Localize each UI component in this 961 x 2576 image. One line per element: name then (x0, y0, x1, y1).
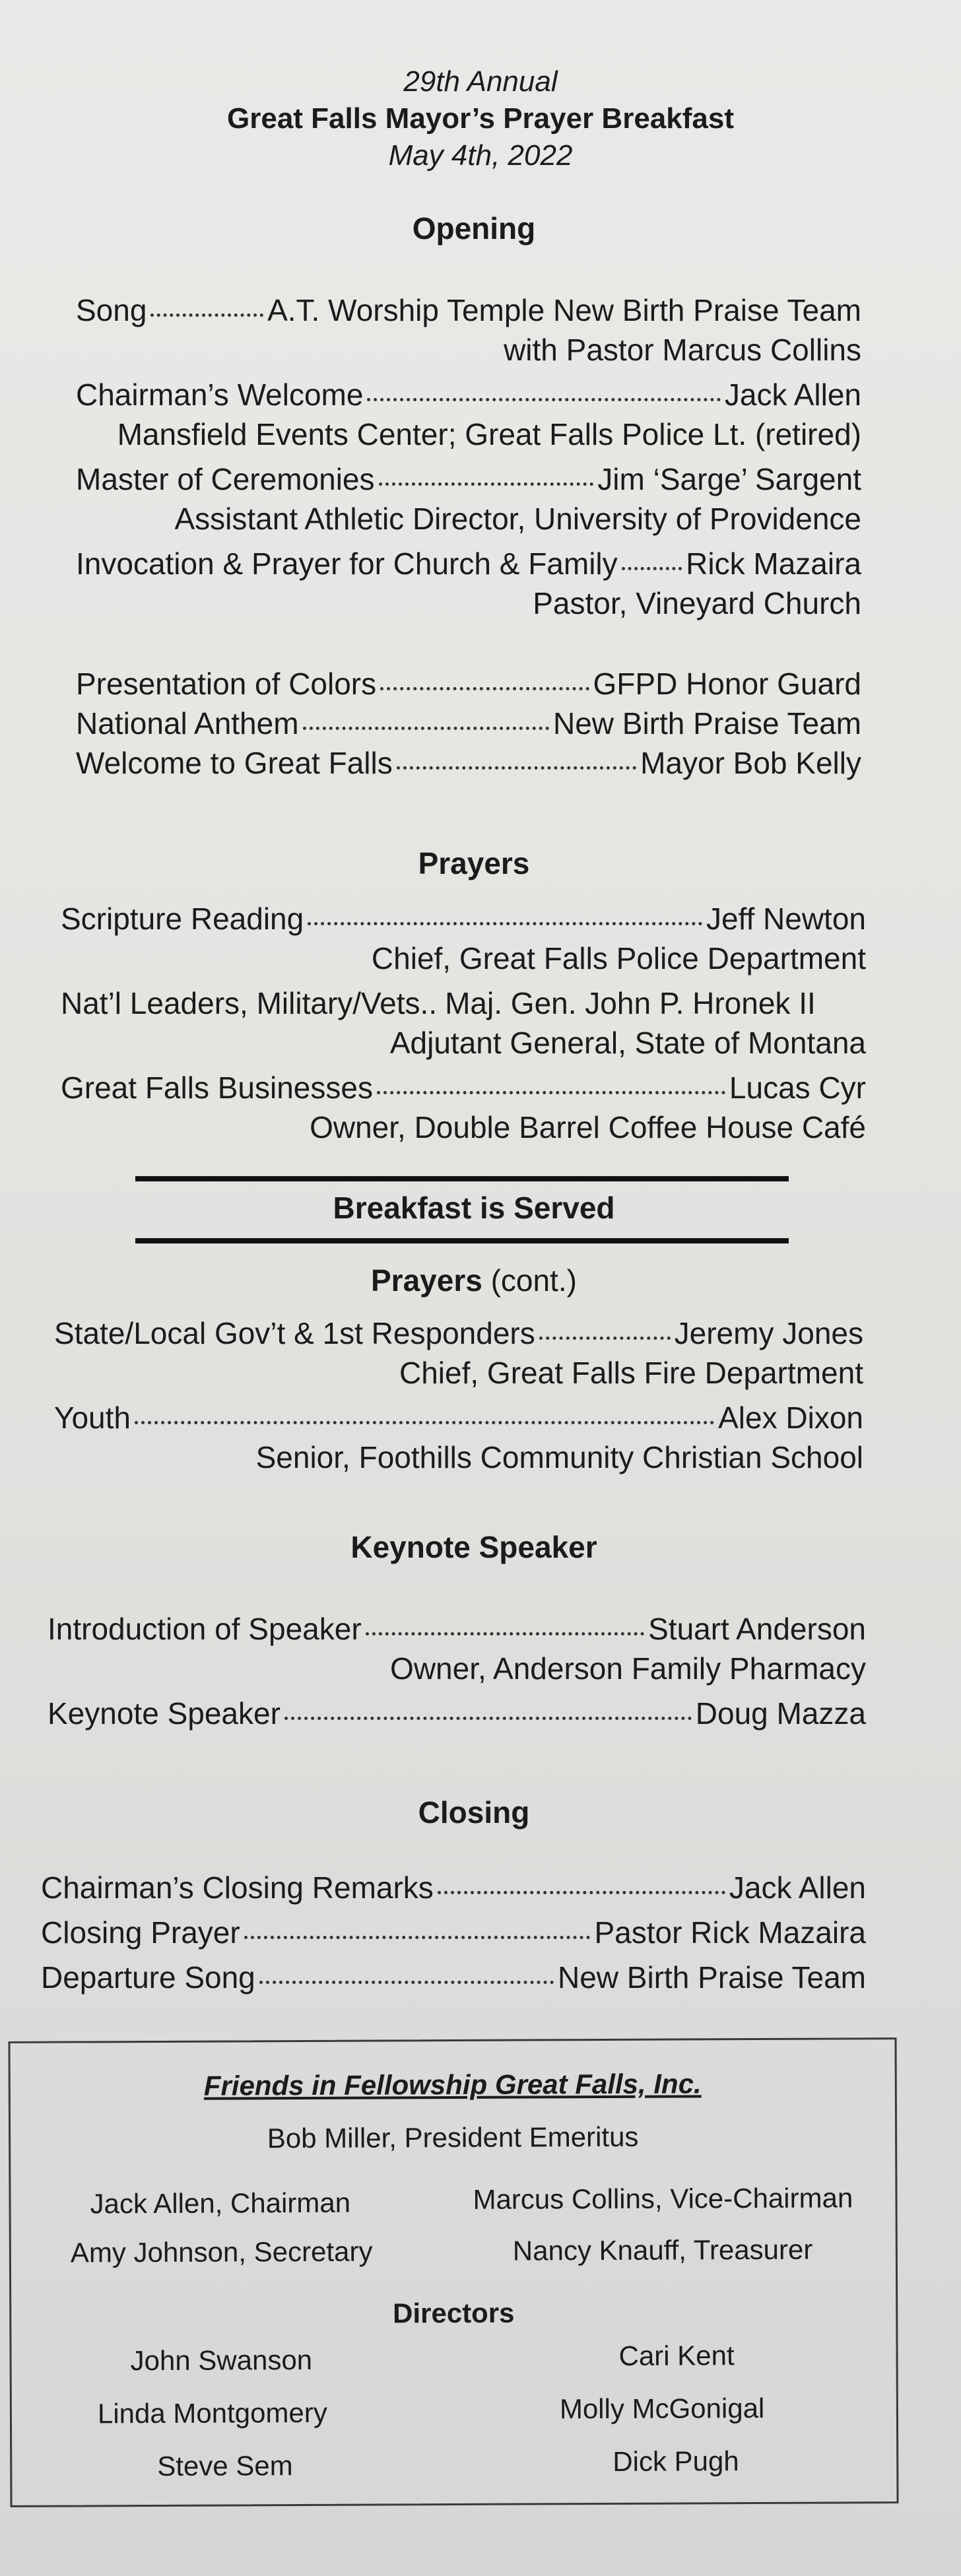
item-label: Youth (54, 1401, 131, 1435)
item-subtitle: Senior, Foothills Community Christian School (255, 1440, 863, 1474)
item-subtitle: Chief, Great Falls Police Department (371, 941, 866, 975)
item-value: New Birth Praise Team (558, 1960, 866, 1995)
section-title-keynote: Keynote Speaker (350, 1530, 597, 1564)
dot-leader (303, 727, 549, 730)
friends-title: Friends in Fellowship Great Falls, Inc. (203, 2068, 702, 2101)
item-label: State/Local Gov’t & 1st Responders (54, 1316, 535, 1350)
prayers-cont-section (54, 1313, 863, 1477)
item-label: Master of Ceremonies (76, 462, 375, 496)
dot-leader (150, 314, 263, 317)
section-title-text: Prayers (371, 1263, 482, 1298)
item-label: Closing Prayer (41, 1915, 240, 1950)
item-value: A.T. Worship Temple New Birth Praise Team (267, 293, 861, 327)
item-value: Maj. Gen. John P. Hronek II (445, 986, 816, 1020)
dot-leader (379, 482, 594, 486)
dot-leader (308, 922, 702, 925)
program-item-introduction (48, 1609, 866, 1649)
secretary: Amy Johnson, Secretary (70, 2235, 373, 2268)
item-label: Chairman’s Closing Remarks (41, 1870, 434, 1905)
friends-box (8, 2037, 898, 2507)
section-title-opening: Opening (412, 211, 536, 246)
vice-chairman: Marcus Collins, Vice-Chairman (473, 2182, 853, 2215)
treasurer: Nancy Knauff, Treasurer (512, 2233, 813, 2266)
program-item-invocation (76, 544, 861, 583)
director-name: Cari Kent (618, 2340, 735, 2371)
item-label: Nat’l Leaders, Military/Vets.. (61, 986, 438, 1020)
dot-leader (135, 1421, 714, 1424)
dot-leader (244, 1936, 591, 1939)
chairman: Jack Allen, Chairman (90, 2187, 351, 2220)
president-emeritus: Bob Miller, President Emeritus (267, 2121, 639, 2154)
program-item-chairman-welcome (76, 375, 861, 414)
dot-leader (377, 1091, 725, 1094)
item-value: Alex Dixon (718, 1401, 863, 1435)
item-subtitle: Owner, Anderson Family Pharmacy (390, 1651, 866, 1686)
item-label: Scripture Reading (61, 902, 304, 936)
section-title-prayers: Prayers (418, 846, 530, 880)
program-header (0, 63, 961, 174)
item-value: Mayor Bob Kelly (640, 746, 861, 780)
program-item-master-of-ceremonies (76, 459, 861, 499)
dot-leader (539, 1337, 671, 1340)
director-name: Linda Montgomery (97, 2396, 327, 2429)
program-item-youth (54, 1398, 863, 1437)
program-item-businesses (61, 1068, 866, 1107)
item-label: Welcome to Great Falls (76, 746, 393, 780)
director-name: Dick Pugh (613, 2445, 739, 2477)
item-label: Keynote Speaker (48, 1696, 281, 1731)
item-value: Doug Mazza (695, 1696, 866, 1731)
program-item-closing-prayer (41, 1913, 866, 1952)
program-item-colors (76, 664, 861, 704)
event-date: May 4th, 2022 (388, 139, 573, 172)
prayers-section (61, 899, 866, 1147)
program-item-welcome (76, 743, 861, 783)
directors-title: Directors (392, 2297, 515, 2329)
divider-top (135, 1176, 789, 1181)
item-label: Song (76, 293, 147, 327)
item-subtitle: Owner, Double Barrel Coffee House Café (310, 1110, 866, 1144)
item-label: Invocation & Prayer for Church & Family (76, 546, 618, 581)
item-label: Presentation of Colors (76, 667, 377, 701)
dot-leader (397, 766, 636, 770)
item-value: Stuart Anderson (648, 1612, 866, 1646)
program-item-government (54, 1313, 863, 1353)
section-title-closing: Closing (418, 1795, 530, 1830)
program-item-closing-remarks (41, 1868, 866, 1907)
item-value: Jack Allen (729, 1870, 866, 1905)
item-value: Lucas Cyr (729, 1071, 866, 1105)
item-label: Great Falls Businesses (61, 1071, 373, 1105)
item-value: Pastor Rick Mazaira (594, 1915, 866, 1950)
item-label: Chairman’s Welcome (76, 378, 364, 412)
program-item-song (76, 290, 861, 330)
item-value: New Birth Praise Team (553, 706, 861, 741)
keynote-section (48, 1609, 866, 1733)
item-label: National Anthem (76, 706, 299, 741)
director-name: Molly McGonigal (559, 2392, 765, 2425)
dot-leader (622, 567, 682, 570)
item-subtitle: Pastor, Vineyard Church (533, 586, 861, 620)
closing-section (41, 1868, 866, 1997)
dot-leader (284, 1717, 692, 1720)
item-value: GFPD Honor Guard (593, 667, 861, 701)
item-value: Jack Allen (724, 378, 861, 412)
edition-label: 29th Annual (403, 65, 558, 98)
item-subtitle: Adjutant General, State of Montana (389, 1026, 866, 1060)
event-title: Great Falls Mayor’s Prayer Breakfast (227, 102, 734, 135)
section-title-suffix: (cont.) (490, 1263, 577, 1298)
director-name: Steve Sem (157, 2450, 293, 2482)
director-name: John Swanson (130, 2344, 313, 2377)
divider-bottom (135, 1238, 789, 1243)
dot-leader (366, 1632, 644, 1635)
dot-leader (259, 1981, 554, 1984)
section-title-prayers-cont (0, 1262, 948, 1299)
item-subtitle: Chief, Great Falls Fire Department (399, 1356, 863, 1390)
opening-section (76, 290, 861, 783)
item-value: Jeff Newton (706, 902, 866, 936)
dot-leader (367, 398, 720, 401)
item-subtitle: with Pastor Marcus Collins (504, 333, 861, 367)
dot-leader (380, 687, 589, 690)
program-item-departure-song (41, 1958, 866, 1997)
item-value: Jeremy Jones (674, 1316, 863, 1350)
program-item-leaders (61, 983, 866, 1023)
program-item-scripture (61, 899, 866, 939)
item-value: Rick Mazaira (686, 546, 861, 581)
item-label: Departure Song (41, 1960, 255, 1995)
dot-leader (438, 1891, 725, 1894)
item-subtitle: Assistant Athletic Director, University of Providence (174, 502, 861, 536)
item-label: Introduction of Speaker (48, 1612, 362, 1646)
program-item-anthem (76, 704, 861, 743)
breakfast-served-label: Breakfast is Served (333, 1191, 615, 1225)
program-item-keynote-speaker (48, 1694, 866, 1733)
item-value: Jim ‘Sarge’ Sargent (597, 462, 861, 496)
item-subtitle: Mansfield Events Center; Great Falls Police Lt. (retired) (117, 417, 861, 451)
